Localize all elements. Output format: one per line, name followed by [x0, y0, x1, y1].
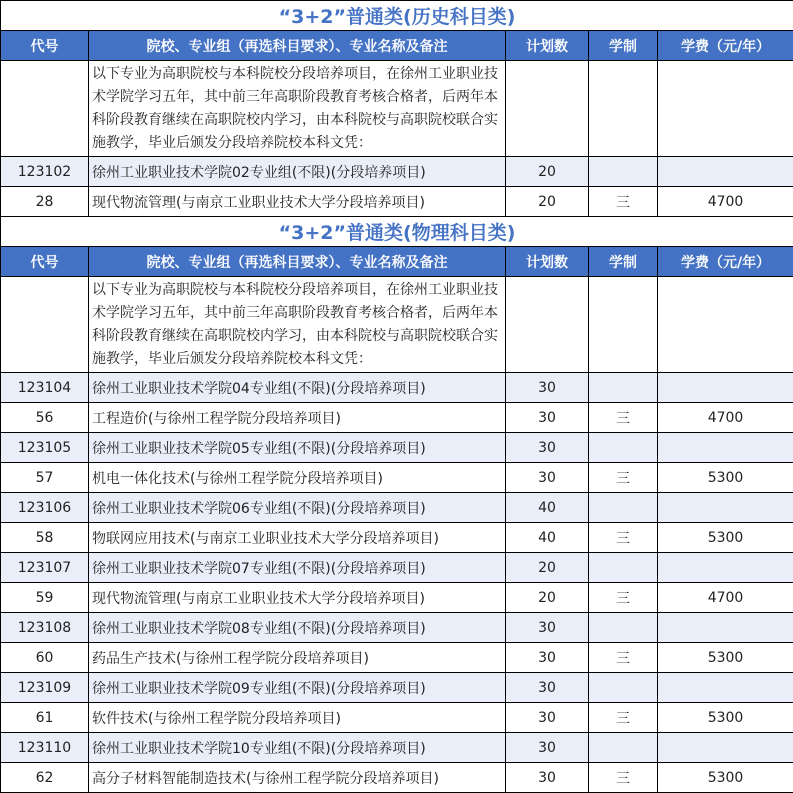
- code-cell: 123102: [1, 157, 89, 187]
- note-code-cell: [1, 277, 89, 373]
- note-cell: [89, 61, 506, 157]
- plan-cell: 30: [506, 403, 589, 433]
- fee-cell: [658, 673, 793, 703]
- years-cell: [589, 613, 658, 643]
- section-title-row: [1, 217, 793, 247]
- plan-cell: 30: [506, 733, 589, 763]
- name-cell: 机电一体化技术(与徐州工程学院分段培养项目): [89, 463, 506, 493]
- column-header-years: 学制: [589, 247, 658, 277]
- fee-cell: [658, 613, 793, 643]
- name-cell: 徐州工业职业技术学院04专业组(不限)(分段培养项目): [89, 373, 506, 403]
- note-years-cell: [589, 61, 658, 157]
- major-row: [1, 523, 793, 553]
- major-row: [1, 643, 793, 673]
- years-cell: [589, 157, 658, 187]
- years-cell: 三: [589, 703, 658, 733]
- plan-cell: 40: [506, 493, 589, 523]
- plan-cell: 20: [506, 187, 589, 217]
- fee-cell: [658, 373, 793, 403]
- code-cell: 28: [1, 187, 89, 217]
- code-cell: 123108: [1, 613, 89, 643]
- section-title-row: [1, 1, 793, 31]
- column-header-years: 学制: [589, 31, 658, 61]
- name-cell: 软件技术(与徐州工程学院分段培养项目): [89, 703, 506, 733]
- years-cell: 三: [589, 583, 658, 613]
- fee-cell: 5300: [658, 703, 793, 733]
- fee-cell: [658, 553, 793, 583]
- code-cell: 123105: [1, 433, 89, 463]
- column-header-plan: 计划数: [506, 247, 589, 277]
- name-cell: 现代物流管理(与南京工业职业技术大学分段培养项目): [89, 187, 506, 217]
- note-row: [1, 61, 793, 157]
- section-title: “3+2”普通类(历史科目类): [1, 1, 793, 31]
- plan-cell: 30: [506, 463, 589, 493]
- plan-cell: 30: [506, 703, 589, 733]
- years-cell: 三: [589, 463, 658, 493]
- name-cell: 徐州工业职业技术学院07专业组(不限)(分段培养项目): [89, 553, 506, 583]
- group-row: [1, 373, 793, 403]
- column-header-plan: 计划数: [506, 31, 589, 61]
- code-cell: 56: [1, 403, 89, 433]
- fee-cell: 5300: [658, 523, 793, 553]
- note-row: [1, 277, 793, 373]
- fee-cell: [658, 433, 793, 463]
- major-row: [1, 763, 793, 793]
- column-header-name: 院校、专业组（再选科目要求）、专业名称及备注: [89, 247, 506, 277]
- plan-cell: 40: [506, 523, 589, 553]
- fee-cell: [658, 493, 793, 523]
- fee-cell: 4700: [658, 583, 793, 613]
- section-title: “3+2”普通类(物理科目类): [1, 217, 793, 247]
- name-cell: 徐州工业职业技术学院10专业组(不限)(分段培养项目): [89, 733, 506, 763]
- code-cell: 59: [1, 583, 89, 613]
- name-cell: 现代物流管理(与南京工业职业技术大学分段培养项目): [89, 583, 506, 613]
- plan-cell: 30: [506, 433, 589, 463]
- column-header-name: 院校、专业组（再选科目要求）、专业名称及备注: [89, 31, 506, 61]
- name-cell: 徐州工业职业技术学院02专业组(不限)(分段培养项目): [89, 157, 506, 187]
- column-header-fee: 学费（元/年）: [658, 31, 793, 61]
- code-cell: 61: [1, 703, 89, 733]
- fee-cell: 5300: [658, 763, 793, 793]
- group-row: [1, 157, 793, 187]
- years-cell: [589, 373, 658, 403]
- code-cell: 123106: [1, 493, 89, 523]
- code-cell: 58: [1, 523, 89, 553]
- code-cell: 62: [1, 763, 89, 793]
- years-cell: [589, 553, 658, 583]
- years-cell: [589, 493, 658, 523]
- fee-cell: 5300: [658, 463, 793, 493]
- note-fee-cell: [658, 61, 793, 157]
- note-plan-cell: [506, 61, 589, 157]
- column-header-fee: 学费（元/年）: [658, 247, 793, 277]
- fee-cell: 4700: [658, 187, 793, 217]
- years-cell: [589, 433, 658, 463]
- group-row: [1, 733, 793, 763]
- plan-cell: 30: [506, 613, 589, 643]
- code-cell: 57: [1, 463, 89, 493]
- note-fee-cell: [658, 277, 793, 373]
- plan-cell: 20: [506, 553, 589, 583]
- code-cell: 123109: [1, 673, 89, 703]
- name-cell: 物联网应用技术(与南京工业职业技术大学分段培养项目): [89, 523, 506, 553]
- years-cell: [589, 673, 658, 703]
- column-header-code: 代号: [1, 31, 89, 61]
- note-cell: [89, 277, 506, 373]
- group-row: [1, 553, 793, 583]
- code-cell: 60: [1, 643, 89, 673]
- note-code-cell: [1, 61, 89, 157]
- plan-cell: 20: [506, 157, 589, 187]
- fee-cell: [658, 157, 793, 187]
- table-header-row: [1, 31, 793, 61]
- plan-cell: 30: [506, 643, 589, 673]
- major-row: [1, 403, 793, 433]
- years-cell: 三: [589, 187, 658, 217]
- fee-cell: 4700: [658, 403, 793, 433]
- years-cell: 三: [589, 643, 658, 673]
- years-cell: [589, 733, 658, 763]
- name-cell: 徐州工业职业技术学院09专业组(不限)(分段培养项目): [89, 673, 506, 703]
- note-text: 以下专业为高职院校与本科院校分段培养项目，在徐州工业职业技术学院学习五年，其中前三年高职阶段教育考核合格者，后两年本科阶段教育继续在高职院校内学习，由本科院校与高职院校联合实施教学，毕业后颁发分段培养院校本科文凭：: [92, 65, 498, 151]
- table-header-row: [1, 247, 793, 277]
- fee-cell: [658, 733, 793, 763]
- column-header-code: 代号: [1, 247, 89, 277]
- code-cell: 123107: [1, 553, 89, 583]
- name-cell: 徐州工业职业技术学院08专业组(不限)(分段培养项目): [89, 613, 506, 643]
- code-cell: 123104: [1, 373, 89, 403]
- group-row: [1, 673, 793, 703]
- name-cell: 药品生产技术(与徐州工程学院分段培养项目): [89, 643, 506, 673]
- major-row: [1, 583, 793, 613]
- plan-cell: 30: [506, 373, 589, 403]
- plan-cell: 20: [506, 583, 589, 613]
- note-years-cell: [589, 277, 658, 373]
- major-row: [1, 703, 793, 733]
- name-cell: 工程造价(与徐州工程学院分段培养项目): [89, 403, 506, 433]
- name-cell: 高分子材料智能制造技术(与徐州工程学院分段培养项目): [89, 763, 506, 793]
- group-row: [1, 433, 793, 463]
- group-row: [1, 493, 793, 523]
- name-cell: 徐州工业职业技术学院05专业组(不限)(分段培养项目): [89, 433, 506, 463]
- years-cell: 三: [589, 763, 658, 793]
- fee-cell: 5300: [658, 643, 793, 673]
- note-plan-cell: [506, 277, 589, 373]
- note-text: 以下专业为高职院校与本科院校分段培养项目，在徐州工业职业技术学院学习五年，其中前三年高职阶段教育考核合格者，后两年本科阶段教育继续在高职院校内学习，由本科院校与高职院校联合实施教学，毕业后颁发分段培养院校本科文凭：: [92, 281, 498, 367]
- years-cell: 三: [589, 523, 658, 553]
- plan-cell: 30: [506, 673, 589, 703]
- major-row: [1, 463, 793, 493]
- plan-cell: 30: [506, 763, 589, 793]
- name-cell: 徐州工业职业技术学院06专业组(不限)(分段培养项目): [89, 493, 506, 523]
- code-cell: 123110: [1, 733, 89, 763]
- years-cell: 三: [589, 403, 658, 433]
- group-row: [1, 613, 793, 643]
- major-row: [1, 187, 793, 217]
